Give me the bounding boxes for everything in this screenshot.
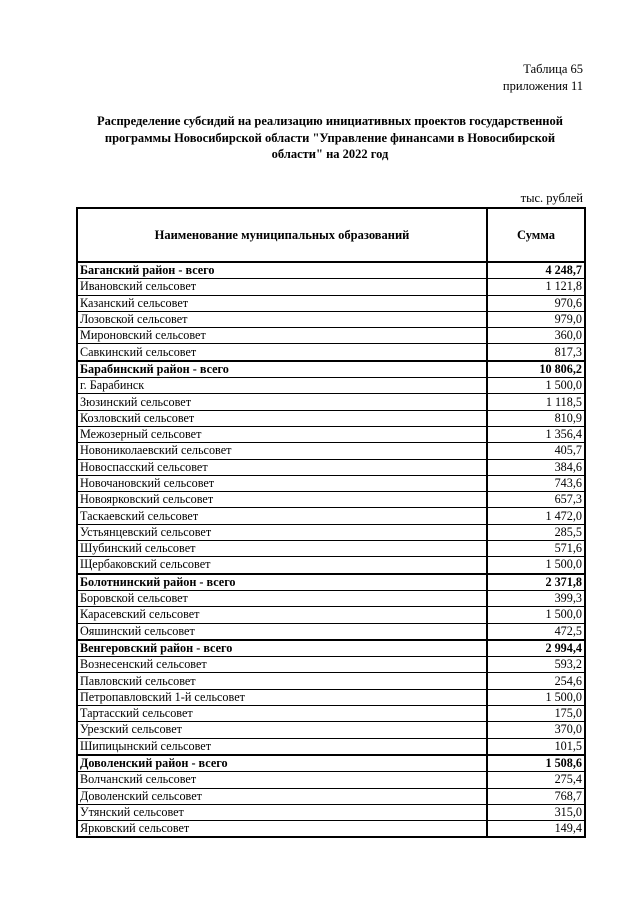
table-row [77, 738, 585, 755]
table-row [77, 410, 585, 426]
table-row [77, 706, 585, 722]
municipality-name-cell: Ояшинский сельсовет [77, 623, 487, 640]
district-name-cell: Венгеровский район - всего [77, 640, 487, 657]
municipality-name-cell: Новочановский сельсовет [77, 475, 487, 491]
municipality-name-cell: Шубинский сельсовет [77, 541, 487, 557]
table-row [77, 378, 585, 394]
amount-cell: 370,0 [487, 722, 585, 738]
amount-cell: 472,5 [487, 623, 585, 640]
district-name-cell: Болотнинский район - всего [77, 574, 487, 591]
municipality-name-cell: Межозерный сельсовет [77, 426, 487, 442]
table-row [77, 623, 585, 640]
document-title: Распределение субсидий на реализацию инициативных проектов государственной программы Новосибирской области "Управление финансами в Новосибирской области" на 2022 год [97, 114, 563, 161]
municipality-name-cell: Вознесенский сельсовет [77, 657, 487, 673]
municipality-name-cell: Ярковский сельсовет [77, 821, 487, 838]
district-total-row [77, 640, 585, 657]
municipality-name-cell: Новониколаевский сельсовет [77, 443, 487, 459]
table-body [77, 262, 585, 837]
municipality-name-cell: Утянский сельсовет [77, 804, 487, 820]
district-total-amount-cell: 1 508,6 [487, 755, 585, 772]
amount-cell: 1 472,0 [487, 508, 585, 524]
district-total-row [77, 574, 585, 591]
subsidies-table [76, 207, 586, 838]
municipality-name-cell: Доволенский сельсовет [77, 788, 487, 804]
amount-cell: 657,3 [487, 492, 585, 508]
table-number: Таблица 65 [523, 62, 583, 76]
table-row [77, 821, 585, 838]
table-row [77, 673, 585, 689]
district-total-row [77, 361, 585, 378]
amount-cell: 149,4 [487, 821, 585, 838]
table-row [77, 657, 585, 673]
table-row [77, 311, 585, 327]
amount-cell: 275,4 [487, 772, 585, 788]
table-row [77, 508, 585, 524]
municipality-name-cell: Карасевский сельсовет [77, 607, 487, 623]
amount-cell: 315,0 [487, 804, 585, 820]
table-row [77, 426, 585, 442]
municipality-name-cell: Казанский сельсовет [77, 295, 487, 311]
municipality-name-cell: г. Барабинск [77, 378, 487, 394]
table-row [77, 590, 585, 606]
table-row [77, 772, 585, 788]
district-total-row [77, 755, 585, 772]
municipality-name-cell: Урезский сельсовет [77, 722, 487, 738]
municipality-name-cell: Лозовской сельсовет [77, 311, 487, 327]
municipality-name-cell: Волчанский сельсовет [77, 772, 487, 788]
municipality-name-cell: Зюзинский сельсовет [77, 394, 487, 410]
amount-cell: 405,7 [487, 443, 585, 459]
table-row [77, 524, 585, 540]
amount-cell: 593,2 [487, 657, 585, 673]
amount-cell: 360,0 [487, 328, 585, 344]
municipality-name-cell: Щербаковский сельсовет [77, 557, 487, 574]
table-row [77, 788, 585, 804]
table-row [77, 722, 585, 738]
table-row [77, 394, 585, 410]
district-name-cell: Доволенский район - всего [77, 755, 487, 772]
units-label: тыс. рублей [520, 191, 583, 205]
municipality-name-cell: Таскаевский сельсовет [77, 508, 487, 524]
amount-cell: 285,5 [487, 524, 585, 540]
district-total-amount-cell: 4 248,7 [487, 262, 585, 279]
district-name-cell: Баганский район - всего [77, 262, 487, 279]
district-total-amount-cell: 2 371,8 [487, 574, 585, 591]
amount-cell: 1 500,0 [487, 607, 585, 623]
table-row [77, 475, 585, 491]
amount-cell: 768,7 [487, 788, 585, 804]
table-row [77, 607, 585, 623]
table-row [77, 689, 585, 705]
table-row [77, 557, 585, 574]
municipality-name-cell: Петропавловский 1-й сельсовет [77, 689, 487, 705]
column-header-name: Наименование муниципальных образований [77, 208, 487, 262]
municipality-name-cell: Шипицынский сельсовет [77, 738, 487, 755]
amount-cell: 1 500,0 [487, 378, 585, 394]
district-name-cell: Барабинский район - всего [77, 361, 487, 378]
amount-cell: 254,6 [487, 673, 585, 689]
municipality-name-cell: Новоярковский сельсовет [77, 492, 487, 508]
municipality-name-cell: Ивановский сельсовет [77, 279, 487, 295]
municipality-name-cell: Мироновский сельсовет [77, 328, 487, 344]
table-row [77, 295, 585, 311]
amount-cell: 979,0 [487, 311, 585, 327]
column-header-amount: Сумма [487, 208, 585, 262]
municipality-name-cell: Устьянцевский сельсовет [77, 524, 487, 540]
municipality-name-cell: Боровской сельсовет [77, 590, 487, 606]
table-row [77, 443, 585, 459]
amount-cell: 101,5 [487, 738, 585, 755]
district-total-amount-cell: 10 806,2 [487, 361, 585, 378]
table-row [77, 344, 585, 361]
municipality-name-cell: Новоспасский сельсовет [77, 459, 487, 475]
municipality-name-cell: Тартасский сельсовет [77, 706, 487, 722]
table-row [77, 328, 585, 344]
table-row [77, 804, 585, 820]
appendix-reference: приложения 11 [502, 79, 583, 93]
amount-cell: 1 118,5 [487, 394, 585, 410]
amount-cell: 817,3 [487, 344, 585, 361]
amount-cell: 743,6 [487, 475, 585, 491]
amount-cell: 810,9 [487, 410, 585, 426]
amount-cell: 399,3 [487, 590, 585, 606]
table-header-row [77, 208, 585, 262]
table-row [77, 279, 585, 295]
municipality-name-cell: Савкинский сельсовет [77, 344, 487, 361]
table-row [77, 541, 585, 557]
amount-cell: 1 500,0 [487, 689, 585, 705]
table-row [77, 459, 585, 475]
amount-cell: 1 356,4 [487, 426, 585, 442]
municipality-name-cell: Павловский сельсовет [77, 673, 487, 689]
amount-cell: 175,0 [487, 706, 585, 722]
municipality-name-cell: Козловский сельсовет [77, 410, 487, 426]
amount-cell: 571,6 [487, 541, 585, 557]
district-total-row [77, 262, 585, 279]
amount-cell: 1 500,0 [487, 557, 585, 574]
amount-cell: 1 121,8 [487, 279, 585, 295]
amount-cell: 384,6 [487, 459, 585, 475]
table-row [77, 492, 585, 508]
district-total-amount-cell: 2 994,4 [487, 640, 585, 657]
amount-cell: 970,6 [487, 295, 585, 311]
